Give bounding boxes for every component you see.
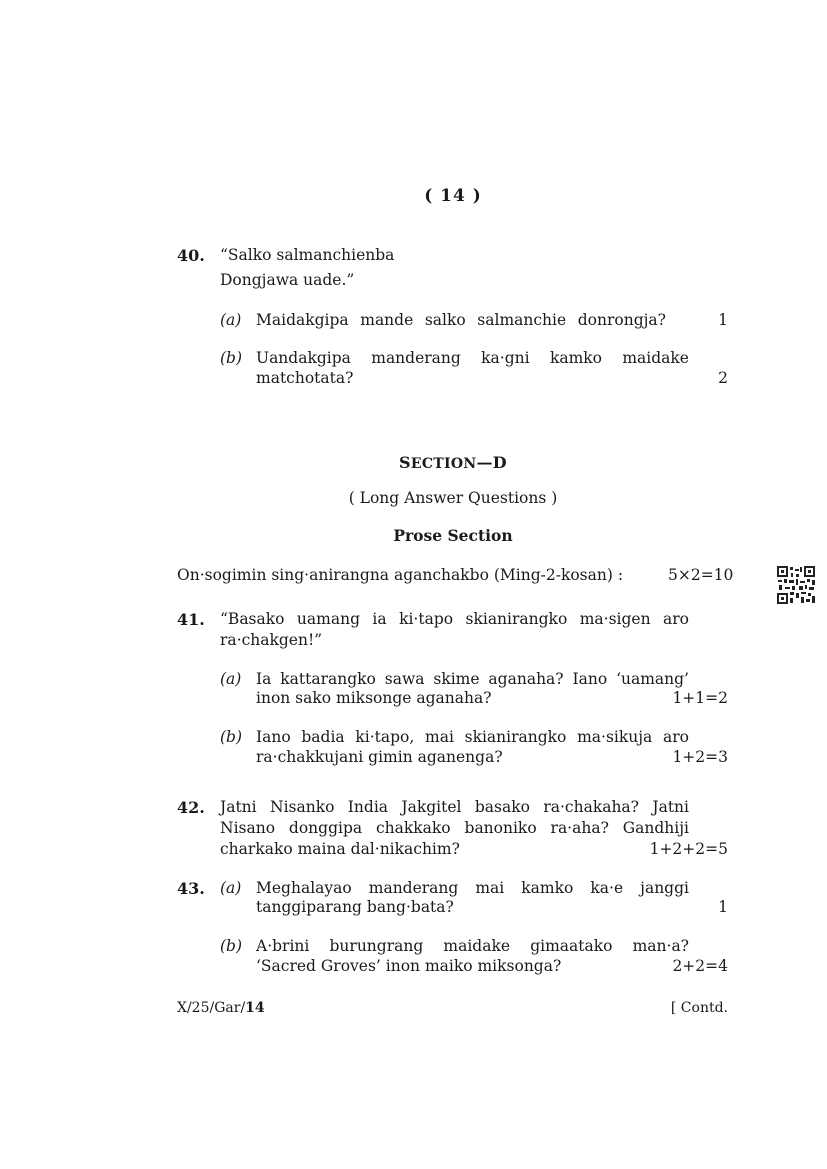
footer-code-prefix: X/25/Gar/ [177,1000,246,1016]
qr-code-image [776,565,816,605]
section-subtitle: ( Long Answer Questions ) [348,489,558,507]
q41-b-marks: 1+2=3 [672,748,728,766]
q43-b-label: (b) [220,937,243,955]
q42-marks: 1+2+2=5 [649,840,728,858]
page-number: ( 14 ) [424,186,482,206]
footer-paper-code [177,1000,265,1016]
q40-a-marks: 1 [718,311,728,329]
q43-b-text-line1: A·brini burungrang maidake gimaatako man·a? [256,937,689,955]
q40-quote-line1: “Salko salmanchienba [220,246,395,264]
q43-a-marks: 1 [718,898,728,916]
q40-b-label: (b) [220,349,243,367]
q42-line2: Nisano donggipa chakkako banoniko ra·aha? Gandhiji [220,819,689,837]
q43-a-text-line1: Meghalayao manderang mai kamko ka·e janggi [256,879,689,897]
q41-b-text-line2: ra·chakkujani gimin aganenga? [256,748,503,766]
q43-b-marks: 2+2=4 [672,957,728,975]
question-number-41: 41. [177,610,205,629]
q40-b-text-line2: matchotata? [256,369,354,387]
q43-a-text-line2: tanggiparang bang·bata? [256,898,454,916]
q41-b-label: (b) [220,728,243,746]
q41-a-label: (a) [220,670,242,688]
q42-line1: Jatni Nisanko India Jakgitel basako ra·chakaha? Jatni [220,798,689,816]
q40-a-text: Maidakgipa mande salko salmanchie donrongja? [256,311,666,329]
q43-b-text-line2: ‘Sacred Groves’ inon maiko miksonga? [256,957,562,975]
q41-b-text-line1: Iano badia ki·tapo, mai skianirangko ma·sikuja aro [256,728,689,746]
section-title-small: ECTION [410,456,477,472]
q40-quote-line2: Dongjawa uade.” [220,271,355,289]
section-heading: Prose Section [393,526,513,545]
q40-a-label: (a) [220,311,242,329]
q41-quote-line1: “Basako uamang ia ki·tapo skianirangko ma·sigen aro [220,610,689,628]
section-instruction: On·sogimin sing·anirangna aganchakbo (Ming-2-kosan) : [177,566,624,584]
section-instruction-marks: 5×2=10 [668,566,734,584]
q41-a-marks: 1+1=2 [672,689,728,707]
q40-b-marks: 2 [718,369,728,387]
q41-a-text-line1: Ia kattarangko sawa skime aganaha? Iano ‘uamang’ [256,670,689,688]
question-number-43: 43. [177,879,205,898]
q43-a-label: (a) [220,879,242,897]
q41-quote-line2: ra·chakgen!” [220,631,323,649]
section-title-prefix: S [399,453,411,472]
section-title-suffix: —D [476,453,507,472]
q40-b-text-line1: Uandakgipa manderang ka·gni kamko maidake [256,349,689,367]
q41-a-text-line2: inon sako miksonge aganaha? [256,689,492,707]
question-number-40: 40. [177,246,205,265]
footer-contd: [ Contd. [670,1000,728,1016]
q42-line3: charkako maina dal·nikachim? [220,840,460,858]
question-number-42: 42. [177,798,205,817]
footer-code-page: 14 [245,1000,265,1016]
section-title [0,453,827,472]
